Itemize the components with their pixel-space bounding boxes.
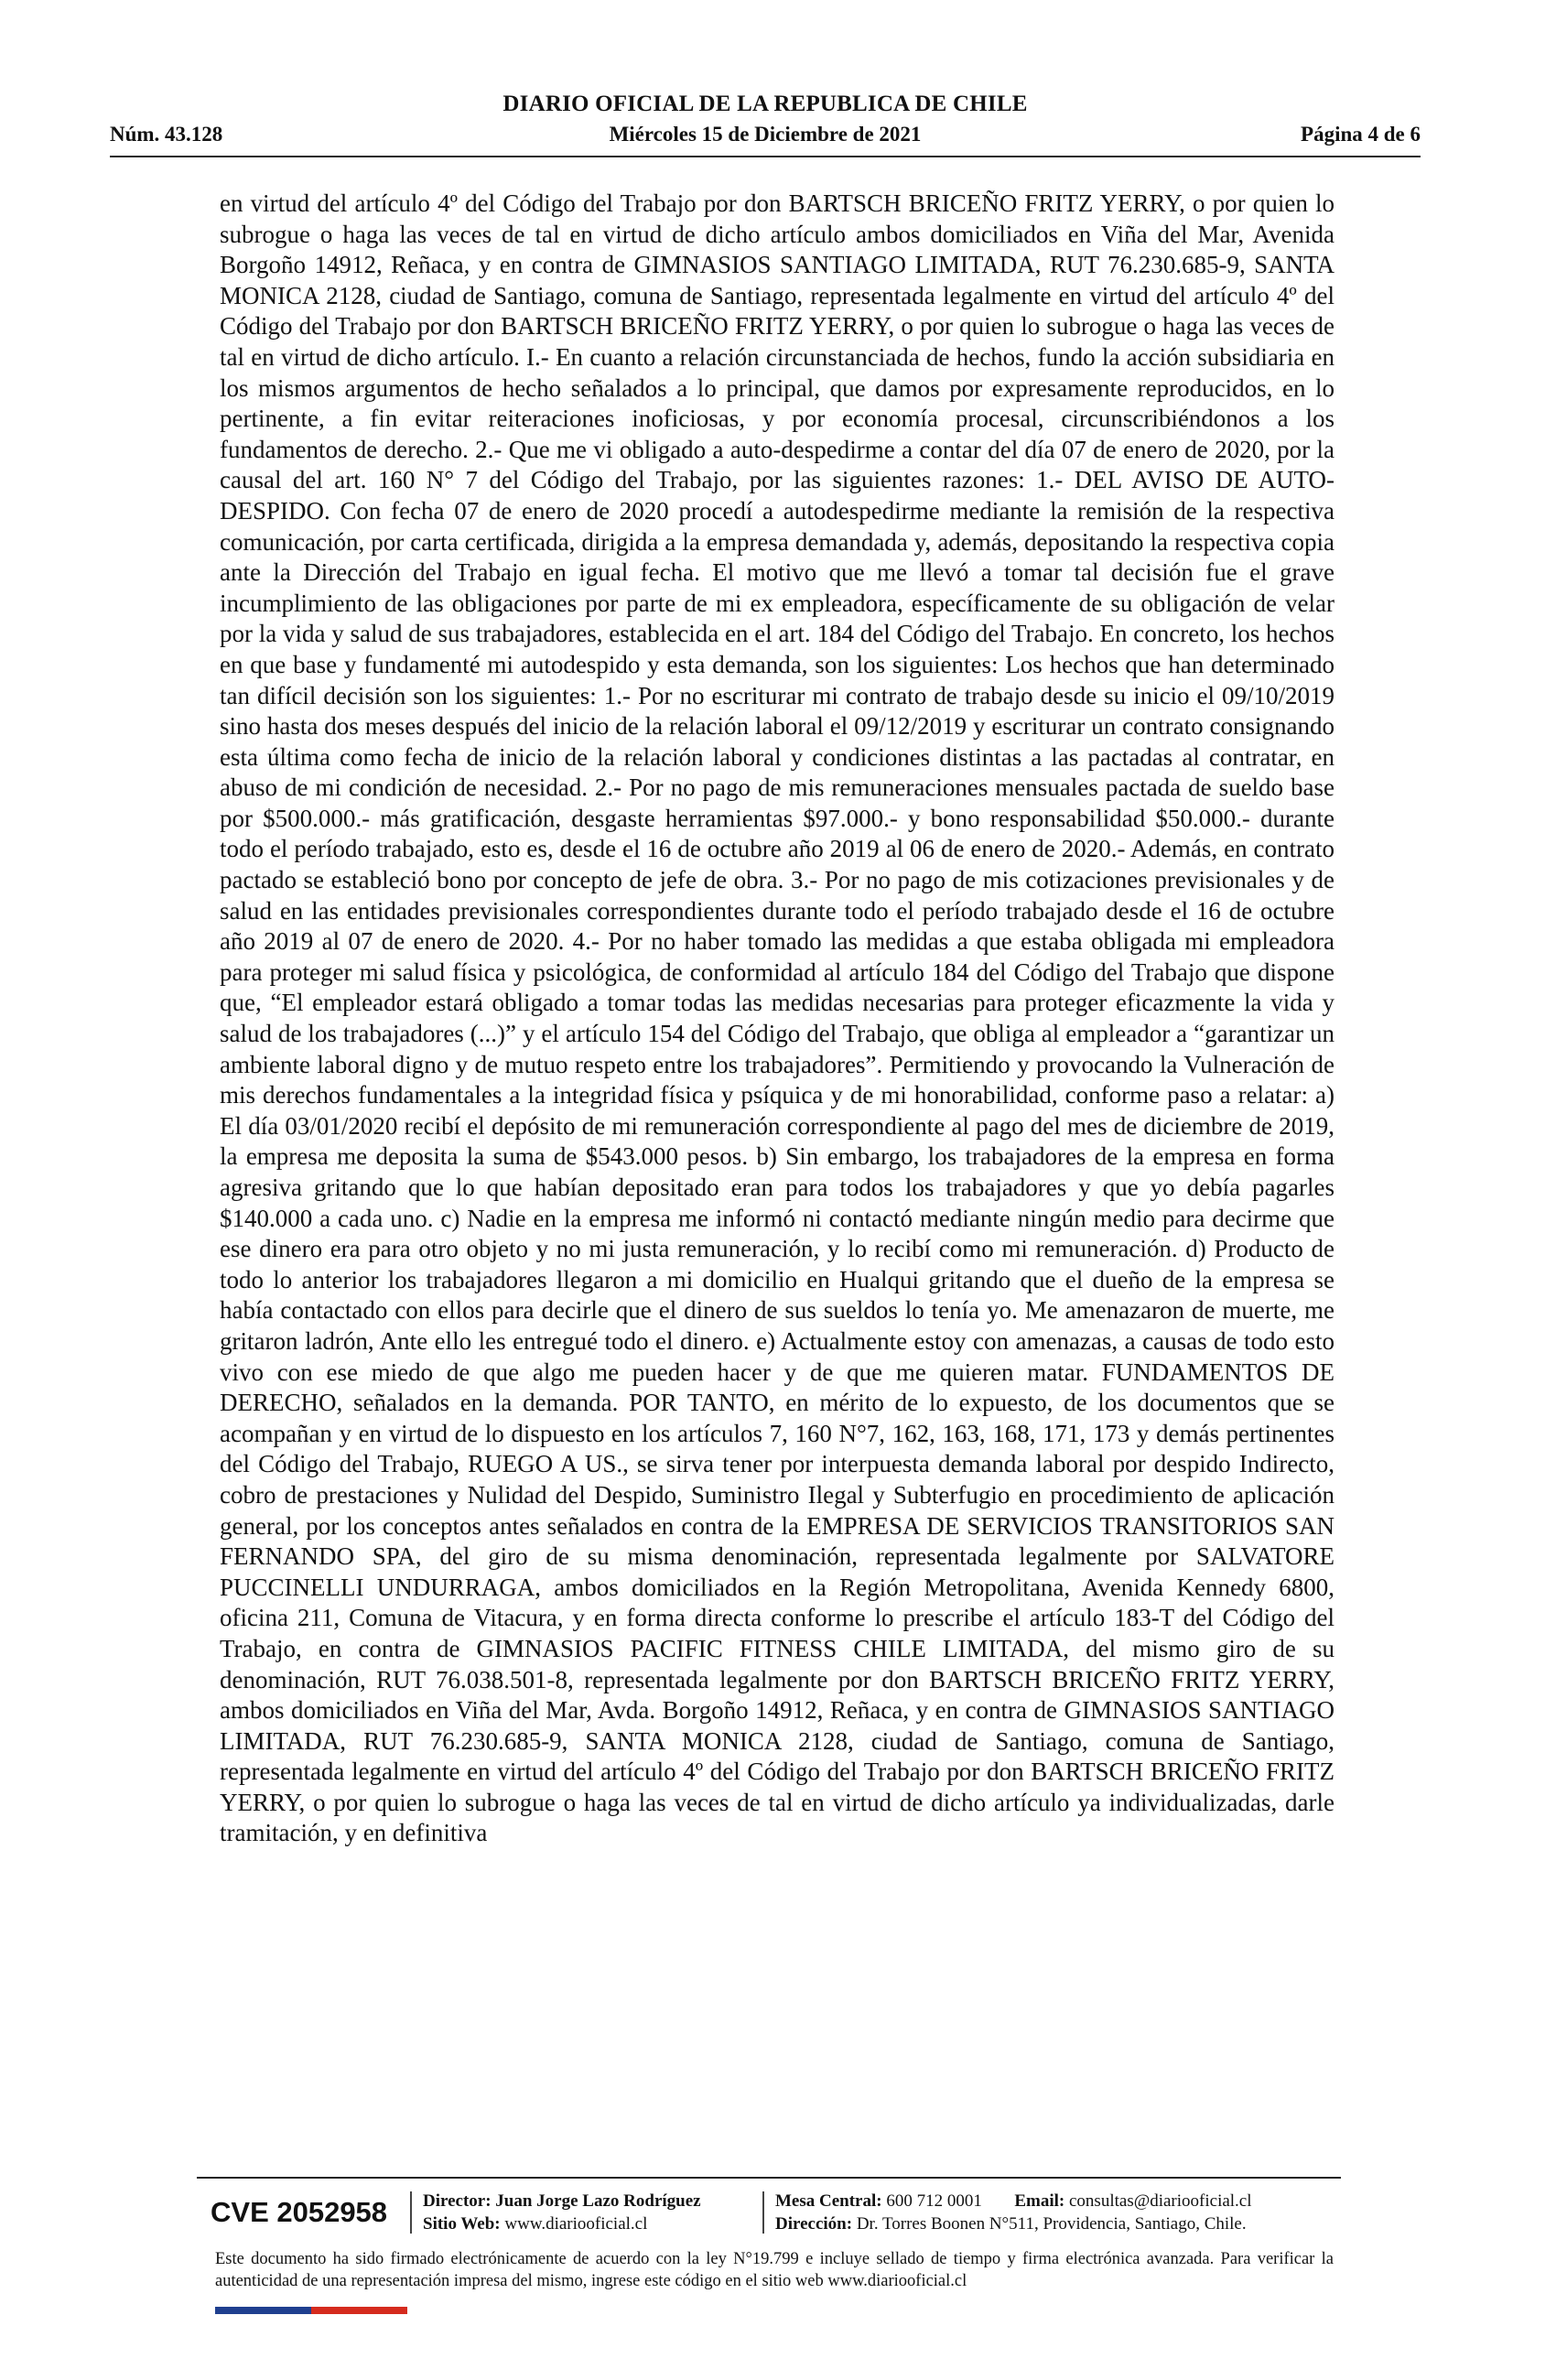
footer-separator — [762, 2191, 764, 2234]
issue-number: Núm. 43.128 — [110, 123, 223, 146]
director-label: Director: — [423, 2191, 492, 2211]
footer-divider — [197, 2177, 1341, 2179]
document-body — [220, 189, 1334, 1849]
page-number: Página 4 de 6 — [1301, 123, 1421, 146]
director-name: Juan Jorge Lazo Rodríguez — [495, 2191, 701, 2211]
cve-code: CVE 2052958 — [211, 2196, 388, 2228]
publication-title: DIARIO OFICIAL DE LA REPUBLICA DE CHILE — [502, 92, 1028, 116]
chile-flag-stripe — [215, 2307, 407, 2314]
mesa-label: Mesa Central: — [775, 2191, 882, 2211]
site-label: Sitio Web: — [423, 2214, 501, 2234]
email-label: Email: — [1014, 2191, 1065, 2211]
email-link[interactable]: consultas@diariooficial.cl — [1069, 2191, 1252, 2211]
address-label: Dirección: — [775, 2214, 853, 2234]
page-header — [110, 92, 1421, 156]
flag-blue-band — [215, 2307, 311, 2314]
address-value: Dr. Torres Boonen N°511, Providencia, Santiago, Chile. — [856, 2214, 1247, 2234]
footer-director-block — [423, 2190, 701, 2235]
site-link[interactable]: www.diariooficial.cl — [504, 2214, 648, 2234]
flag-red-band — [311, 2307, 407, 2314]
body-paragraph: en virtud del artículo 4º del Código del Trabajo por don BARTSCH BRICEÑO FRITZ YERRY, o por quien lo subrogue o haga las veces de tal en virtud de dicho artículo ambos domiciliados en Viña del Mar, Avenida Borgoño 14912, Reñaca, y en contra de GIMNASIOS SANTIAGO LIMITADA, RUT 76.230.685-9, SANTA MONICA 2128, ciudad de Santiago, comuna de Santiago, representada legalmente en virtud del artículo 4º del Código del Trabajo por don BARTSCH BRICEÑO FRITZ YERRY, o por quien lo subrogue o haga las veces de tal en virtud de dicho artículo. I.- En cuanto a relación circunstanciada de hechos, fundo la acción subsidiaria en los mismos argumentos de hecho señalados a lo principal, que damos por expresamente reproducidos, en lo pertinente, a fin evitar reiteraciones inoficiosas, y por economía procesal, circunscribiéndonos a los fundamentos de derecho. 2.- Que me vi obligado a auto-despedirme a contar del día 07 de enero de 2020, por la causal del art. 160 N° 7 del Código del Trabajo, por las siguientes razones: 1.- DEL AVISO DE AUTO-DESPIDO. Con fecha 07 de enero de 2020 procedí a autodespedirme mediante la remisión de la respectiva comunicación, por carta certificada, dirigida a la empresa demandada y, además, depositando la respectiva copia ante la Dirección del Trabajo en igual fecha. El motivo que me llevó a tomar tal decisión fue el grave incumplimiento de las obligaciones por parte de mi ex empleadora, específicamente de su obligación de velar por la vida y salud de sus trabajadores, establecida en el art. 184 del Código del Trabajo. En concreto, los hechos en que base y fundamenté mi autodespido y esta demanda, son los siguientes: Los hechos que han determinado tan difícil decisión son los siguientes: 1.- Por no escriturar mi contrato de trabajo desde su inicio el 09/10/2019 sino hasta dos meses después del inicio de la relación laboral el 09/12/2019 y escriturar un contrato consignando esta última como fecha de inicio de la relación laboral y condiciones distintas a las pactadas al contratar, en abuso de mi condición de necesidad. 2.- Por no pago de mis remuneraciones mensuales pactada de sueldo base por $500.000.- más gratificación, desgaste herramientas $97.000.- y bono responsabilidad $50.000.- durante todo el período trabajado, esto es, desde el 16 de octubre año 2019 al 06 de enero de 2020.- Además, en contrato pactado se estableció bono por concepto de jefe de obra. 3.- Por no pago de mis cotizaciones previsionales y de salud en las entidades previsionales correspondientes durante todo el período trabajado desde el 16 de octubre año 2019 al 07 de enero de 2020. 4.- Por no haber tomado las medidas a que estaba obligada mi empleadora para proteger mi salud física y psicológica, de conformidad al artículo 184 del Código del Trabajo que dispone que, “El empleador estará obligado a tomar todas las medidas necesarias para proteger eficazmente la vida y salud de los trabajadores (...)” y el artículo 154 del Código del Trabajo, que obliga al empleador a “garantizar un ambiente laboral digno y de mutuo respeto entre los trabajadores”. Permitiendo y provocando la Vulneración de mis derechos fundamentales a la integridad física y psíquica y de mi honorabilidad, conforme paso a relatar: a) El día 03/01/2020 recibí el depósito de mi remuneración correspondiente al pago del mes de diciembre de 2019, la empresa me deposita la suma de $543.000 pesos. b) Sin embargo, los trabajadores de la empresa en forma agresiva gritando que lo que habían depositado eran para todos los trabajadores y que yo debía pagarles $140.000 a cada uno. c) Nadie en la empresa me informó ni contactó mediante ningún medio para decirme que ese dinero era para otro objeto y no mi justa remuneración, y lo recibí como mi remuneración. d) Producto de todo lo anterior los trabajadores llegaron a mi domicilio en Hualqui gritando que el dueño de la empresa se había contactado con ellos para decirle que el dinero de sus sueldos lo tenía yo. Me amenazaron de muerte, me gritaron ladrón, Ante ello les entregué todo el dinero. e) Actualmente estoy con amenazas, a causas de todo esto vivo con ese miedo de que algo me pueden hacer y de que me quieren matar. FUNDAMENTOS DE DERECHO, señalados en la demanda. POR TANTO, en mérito de lo expuesto, de los documentos que se acompañan y en virtud de lo dispuesto en los artículos 7, 160 N°7, 162, 163, 168, 171, 173 y demás pertinentes del Código del Trabajo, RUEGO A US., se sirva tener por interpuesta demanda laboral por despido Indirecto, cobro de prestaciones y Nulidad del Despido, Suministro Ilegal y Subterfugio en procedimiento de aplicación general, por los conceptos antes señalados en contra de la EMPRESA DE SERVICIOS TRANSITORIOS SAN FERNANDO SPA, del giro de su misma denominación, representada legalmente por SALVATORE PUCCINELLI UNDURRAGA, ambos domiciliados en la Región Metropolitana, Avenida Kennedy 6800, oficina 211, Comuna de Vitacura, y en forma directa conforme lo prescribe el artículo 183-T del Código del Trabajo, en contra de GIMNASIOS PACIFIC FITNESS CHILE LIMITADA, del mismo giro de su denominación, RUT 76.038.501-8, representada legalmente por don BARTSCH BRICEÑO FRITZ YERRY, ambos domiciliados en Viña del Mar, Avda. Borgoño 14912, Reñaca, y en contra de GIMNASIOS SANTIAGO LIMITADA, RUT 76.230.685-9, SANTA MONICA 2128, ciudad de Santiago, comuna de Santiago, representada legalmente en virtud del artículo 4º del Código del Trabajo por don BARTSCH BRICEÑO FRITZ YERRY, o por quien lo subrogue o haga las veces de tal en virtud de dicho artículo ya individualizadas, darle tramitación, y en definitiva — [220, 189, 1334, 1847]
footer-contact-block — [775, 2190, 1252, 2235]
mesa-phone: 600 712 0001 — [886, 2191, 982, 2211]
publication-date: Miércoles 15 de Diciembre de 2021 — [609, 123, 922, 146]
footer-separator — [410, 2191, 412, 2234]
page-footer — [211, 2186, 1336, 2239]
header-divider — [110, 156, 1421, 157]
signature-notice-text: Este documento ha sido firmado electrónicamente de acuerdo con la ley N°19.799 e incluye sellado de tiempo y firma electrónica avanzada. Para verificar la autenticidad de una representación impresa del mismo, ingrese este código en el sitio web www.diariooficial.cl — [215, 2250, 1334, 2290]
signature-notice — [215, 2248, 1334, 2292]
